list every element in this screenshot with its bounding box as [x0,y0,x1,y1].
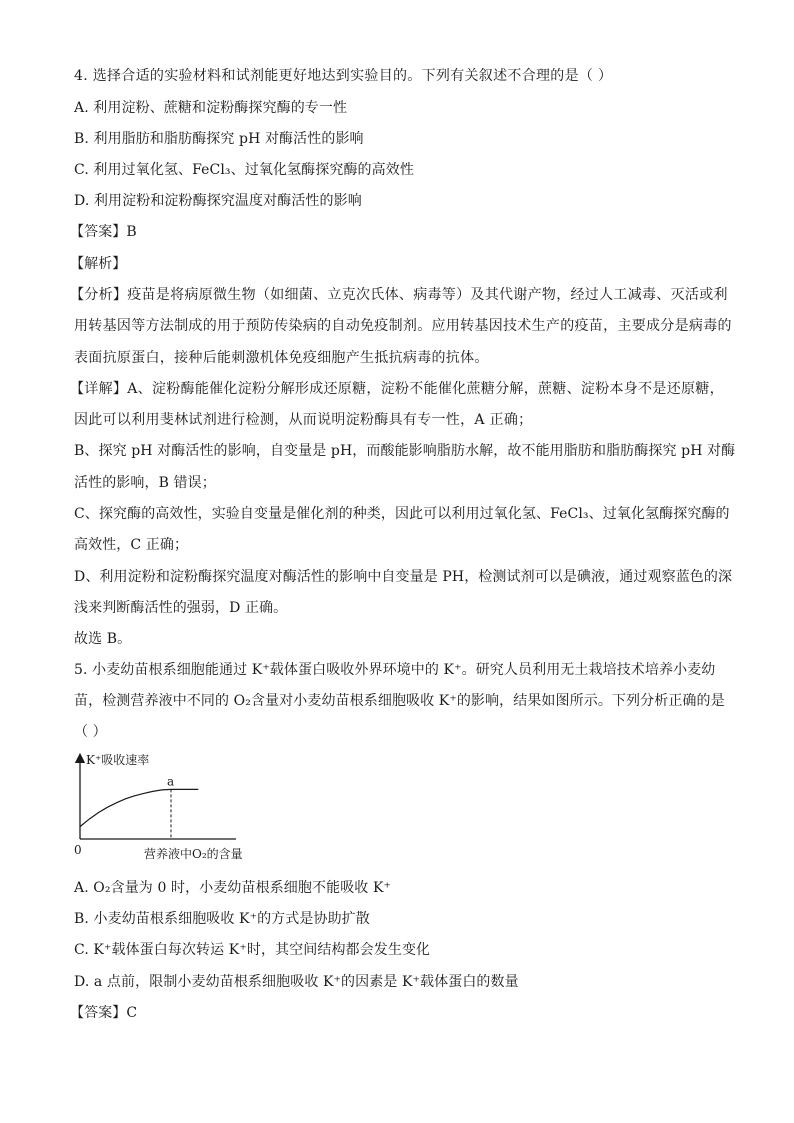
fenxi-line-1: 【分析】疫苗是将病原微生物（如细菌、立克次氏体、病毒等）及其代谢产物，经过人工减毒、灭活或利 [70,287,728,303]
k-uptake-chart [66,750,256,869]
fenxi-line-2: 用转基因等方法制成的用于预防传染病的自动免疫制剂。应用转基因技术生产的疫苗，主要成分是病毒的 [74,318,732,334]
detail-line-7: D、利用淀粉和淀粉酶探究温度对酶活性的影响中自变量是 PH，检测试剂可以是碘液，通过观察蓝色的深 [74,569,733,585]
detail-line-5: C、探究酶的高效性，实验自变量是催化剂的种类，因此可以利用过氧化氢、FeCl₃、过氧化氢酶探究酶的 [74,506,730,522]
x-axis-label: 营养液中O₂的含量 [144,847,243,861]
answer-label: 【答案】 [70,224,127,240]
fenxi-label: 【分析】 [70,287,128,303]
q5-answer [70,1003,137,1023]
q4-option-b: B. 利用脂肪和脂肪酶探究 pH 对酶活性的影响 [74,131,364,147]
detail-line-4: 活性的影响，B 错误； [74,475,216,491]
chart-svg [66,750,256,865]
q5-option-d: D. a 点前，限制小麦幼苗根系细胞吸收 K⁺的因素是 K⁺载体蛋白的数量 [74,974,519,990]
q4-stem: 4. 选择合适的实验材料和试剂能更好地达到实验目的。下列有关叙述不合理的是（ ） [74,68,613,84]
detail-line-2: 因此可以利用斐林试剂进行检测，从而说明淀粉酶具有专一性，A 正确； [74,412,533,428]
q5-stem-line-2: 苗，检测营养液中不同的 O₂含量对小麦幼苗根系细胞吸收 K⁺的影响，结果如图所示。下列分析正确的是 [74,693,725,709]
detail-line-9: 故选 B。 [74,631,132,647]
q4-option-d: D. 利用淀粉和淀粉酶探究温度对酶活性的影响 [74,193,362,209]
detail-label: 【详解】 [70,381,128,397]
q5-stem-line-3: （ ） [74,724,107,740]
q4-answer [70,222,137,242]
origin-label: 0 [74,843,82,857]
answer-value: B [126,224,137,240]
detail-line-6: 高效性，C 正确； [74,537,189,553]
detail-line-1: 【详解】A、淀粉酶能催化淀粉分解形成还原糖，淀粉不能催化蔗糖分解，蔗糖、淀粉本身不是还原糖， [70,381,724,397]
answer-label: 【答案】 [70,1005,127,1021]
y-axis-label: K⁺吸收速率 [86,753,150,767]
q4-option-a: A. 利用淀粉、蔗糖和淀粉酶探究酶的专一性 [74,100,348,116]
point-a-label: a [167,774,175,789]
q5-stem-line-1: 5. 小麦幼苗根系细胞能通过 K⁺载体蛋白吸收外界环境中的 K⁺。研究人员利用无土栽培技术培养小麦幼 [74,662,716,678]
detail-line-8: 浅来判断酶活性的强弱，D 正确。 [74,600,288,616]
analysis-label: 【解析】 [70,256,127,272]
q5-option-b: B. 小麦幼苗根系细胞吸收 K⁺的方式是协助扩散 [74,911,370,927]
detail-line-3: B、探究 pH 对酶活性的影响，自变量是 pH，而酸能影响脂肪水解，故不能用脂肪和脂肪酶探究 pH 对酶 [74,443,736,459]
q5-option-a: A. O₂含量为 0 时，小麦幼苗根系细胞不能吸收 K⁺ [74,880,392,896]
answer-value: C [126,1005,138,1021]
q5-option-c: C. K⁺载体蛋白每次转运 K⁺时，其空间结构都会发生变化 [74,942,431,958]
k-uptake-curve [80,789,198,826]
fenxi-line-3: 表面抗原蛋白，接种后能刺激机体免疫细胞产生抵抗病毒的抗体。 [74,350,489,366]
q4-option-c: C. 利用过氧化氢、FeCl₃、过氧化氢酶探究酶的高效性 [74,162,414,178]
